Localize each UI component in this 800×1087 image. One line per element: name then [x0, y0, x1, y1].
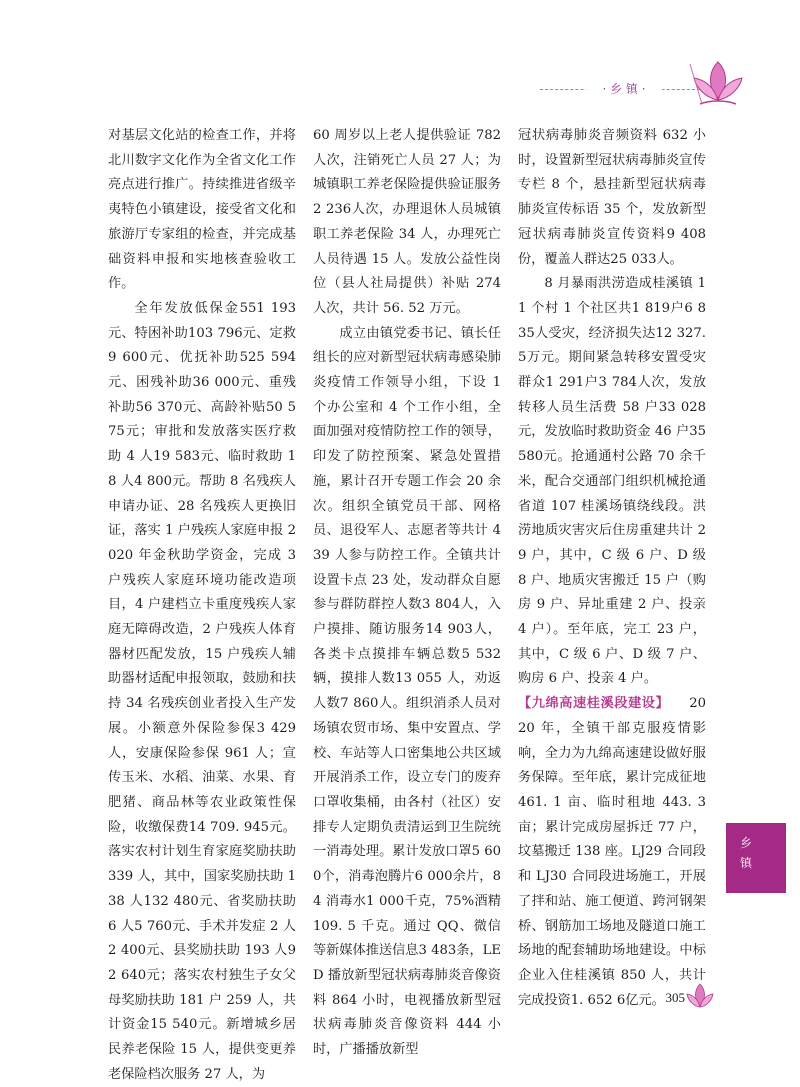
page-header	[0, 0, 800, 120]
lotus-footer-icon	[684, 982, 716, 1010]
section-paragraph	[518, 692, 706, 1013]
text-column-1	[108, 124, 296, 1087]
section-title: 【九绵高速桂溪段建设】	[518, 696, 670, 712]
paragraph: 成立由镇党委书记、镇长任组长的应对新型冠状病毒感染肺炎疫情工作领导小组，下设 1 个办公室和 4 个工作小组，全面加强对疫情防控工作的领导，印发了防控预案、紧急处置措施，累计召开专题工作会 20 余次。组织全镇党员干部、网格员、退役军人、志愿者等共计 439 人参与防控工作。全镇共计设置卡点 23 处，发动群众自愿参与群防群控人数3 804人，入户摸排、随访服务14 903人，各类卡点摸排车辆总数5 532辆，摸排人数13 055 人，劝返人数7 860人。组织消杀人员对场镇农贸市场、集中安置点、学校、车站等人口密集地公共区域开展消杀工作，设立专门的废弃口罩收集桶，由各村（社区）安排专人定期负责清运到卫生院统一消毒处理。累计发放口罩5 600个，消毒泡腾片6 000余片，84 消毒水1 000千克，75%酒精 109. 5 千克。通过 QQ、微信等新媒体推送信息3 483条，LED 播放新型冠状病毒肺炎音像资料 864 小时，电视播放新型冠状病毒肺炎音像资料 444 小时，广播播放新型	[313, 325, 502, 1058]
side-tab-line-2: 镇	[740, 856, 753, 870]
text-column-2	[313, 124, 501, 1063]
paragraph: 冠状病毒肺炎音频资料 632 小时，设置新型冠状病毒肺炎宣传专栏 8 个，悬挂新型冠状病毒肺炎宣传标语 35 个，发放新型冠状病毒肺炎宣传资料9 408份，覆盖人群达25 033人。	[518, 128, 706, 267]
section-side-tab	[726, 823, 786, 893]
section-body: 2020 年，全镇干部克服疫情影响，全力为九绵高速建设做好服务保障。至年底，累计完成征地 461. 1 亩、临时租地 443. 3 亩；累计完成房屋拆迁 77 户，坟墓搬迁 138 座。LJ29 合同段和 LJ30 合同段进场施工，开展了拌和站、施工便道、跨河钢架桥、钢筋加工场地及隧道口施工场地的配套辅助场地建设。中标企业入住桂溪镇 850 人，共计完成投资1. 652 6亿元。	[518, 696, 706, 1008]
side-tab-line-1: 乡	[740, 836, 753, 850]
page-number: 305	[665, 990, 685, 1005]
header-title: · 乡 镇 ·	[586, 78, 662, 100]
paragraph: 8 月暴雨洪涝造成桂溪镇 11 个村 1 个社区共1 819户6 835人受灾，经济损失达12 327. 5万元。期间紧急转移安置受灾群众1 291户3 784人次，发放转移人员生活费 58 户33 028元，发放临时救助资金 46 户35 580元。抢通通村公路 70 余千米，配合交通部门组织机械抢通省道 107 桂溪场镇绕线段。洪涝地质灾害灾后住房重建共计 29 户，其中，C 级 6 户、D 级 8 户、地质灾害搬迁 15 户（购房 9 户、异址重建 2 户、投亲 4 户）。至年底，完工 23 户，其中，C 级 6 户、D 级 7 户、购房 6 户、投亲 4 户。	[518, 276, 706, 687]
lotus-decoration-icon	[688, 58, 748, 108]
paragraph: 60 周岁以上老人提供验证 782 人次，注销死亡人员 27 人；为城镇职工养老保险提供验证服务2 236人次，办理退休人员城镇职工养老保险 34 人，办理死亡人员待遇 15 人。发放公益性岗位（县人社局提供）补贴 274 人次，共计 56. 52 万元。	[313, 128, 501, 316]
paragraph: 全年发放低保金551 193元、特困补助103 796元、定救9 600元、优抚补助525 594元、困残补助36 000元、重残补助56 370元、高龄补贴50 575元；审批和发放落实医疗救助 4 人19 583元、临时救助 18 人4 800元。帮助 8 名残疾人申请办证、28 名残疾人更换旧证，落实 1 户残疾人家庭申报 2020 年金秋助学资金，完成 3 户残疾人家庭环境功能改造项目，4 户建档立卡重度残疾人家庭无障碍改造，2 户残疾人体育器材匹配发放，15 户残疾人辅助器材适配申报领取，鼓励和扶持 34 名残疾创业者投入生产发展。小额意外保险参保3 429人，安康保险参保 961 人；宣传玉米、水稻、油菜、水果、育肥猪、商品林等农业政策性保险，收缴保费14 709. 945元。落实农村计划生育家庭奖励扶助 339 人，其中，国家奖励扶助 138 人132 480元、省奖励扶助 6 人5 760元、手术并发症 2 人2 400元、县奖励扶助 193 人92 640元；落实农村独生子女父母奖励扶助 181 户 259 人，共计资金15 540元。新增城乡居民养老保险 15 人，提供变更养老保险档次服务 27 人，为	[108, 300, 296, 1082]
paragraph: 对基层文化站的检查工作，并将北川数字文化作为全省文化工作亮点进行推广。持续推进省级辛夷特色小镇建设，接受省文化和旅游厅专家组的检查，并完成基础资料申报和实地核查验收工作。	[108, 128, 296, 292]
text-column-3	[518, 124, 706, 1013]
